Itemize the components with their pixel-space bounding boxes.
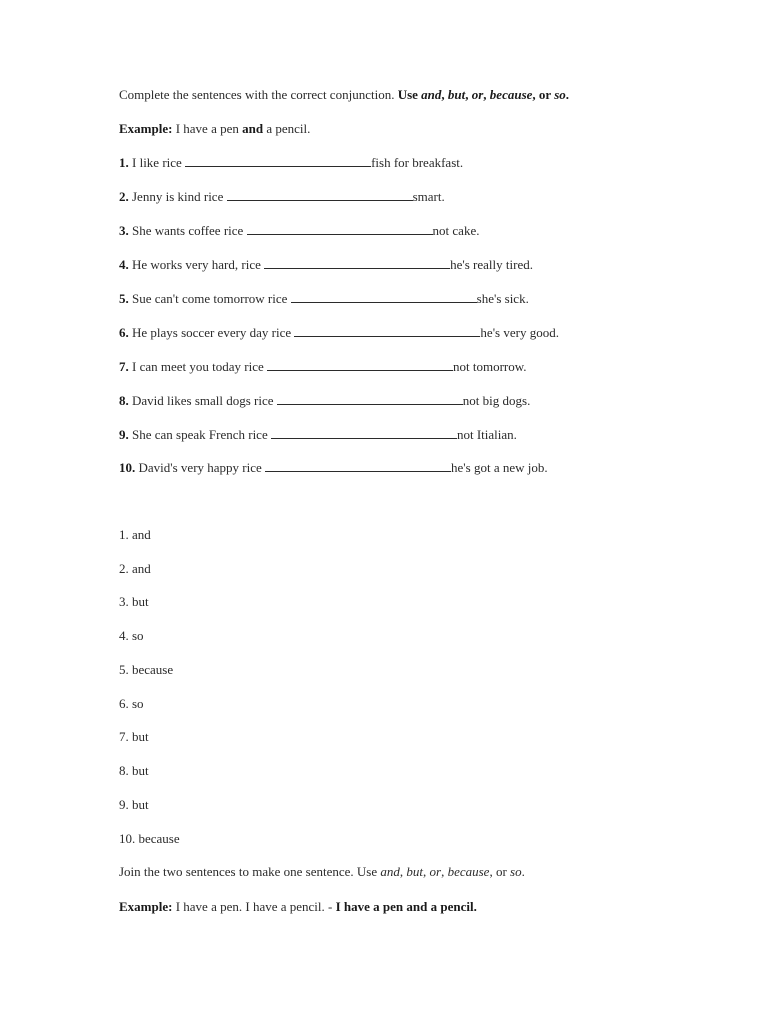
answer-blank[interactable] [277, 392, 463, 405]
exercise-number: 6. [119, 325, 129, 340]
instructions-join-text: Join the two sentences to make one sentence. Use [119, 864, 381, 879]
use-label: Use [397, 87, 422, 102]
word-or: or [471, 87, 484, 102]
exercise-prefix: Sue can't come tomorrow rice [128, 291, 291, 306]
answer-blank[interactable] [294, 324, 480, 337]
word-so: so [554, 87, 566, 102]
instructions-complete: Complete the sentences with the correct conjunction. Use and, but, or, because, or so. [119, 87, 570, 102]
exercise-number: 5. [119, 291, 129, 306]
exercise-suffix: he's got a new job. [451, 460, 548, 475]
exercise-number: 10. [119, 460, 136, 475]
answer-item: 6. so [119, 696, 144, 711]
answer-item: 7. but [119, 729, 149, 744]
answer-blank[interactable] [227, 188, 413, 201]
exercise-number: 7. [119, 359, 129, 374]
exercise-item [119, 290, 529, 307]
exercise-suffix: he's really tired. [450, 257, 533, 272]
exercise-suffix: not Itialian. [456, 427, 517, 442]
exercise-prefix: She can speak French rice [128, 427, 271, 442]
answer-item: 1. and [119, 527, 151, 542]
exercise-number: 9. [119, 427, 129, 442]
exercise-item [119, 426, 517, 443]
answer-item: 3. but [119, 594, 149, 609]
answer-blank[interactable] [267, 358, 453, 371]
example-line-1: Example: I have a pen and a pencil. [119, 121, 311, 136]
exercise-item [119, 324, 559, 341]
exercise-suffix: she's sick. [476, 291, 529, 306]
exercise-prefix: He plays soccer every day rice [128, 325, 295, 340]
example-label: Example: [119, 899, 173, 914]
exercise-number: 4. [119, 257, 129, 272]
answer-item: 4. so [119, 628, 144, 643]
exercise-prefix: I can meet you today rice [128, 359, 267, 374]
example-label: Example: [119, 121, 173, 136]
exercise-prefix: David's very happy rice [135, 460, 266, 475]
answer-item: 8. but [119, 763, 149, 778]
instructions-text: Complete the sentences with the correct conjunction. [119, 87, 398, 102]
answer-blank[interactable] [271, 426, 457, 439]
answer-item: 2. and [119, 561, 151, 576]
exercise-suffix: not cake. [432, 223, 480, 238]
exercise-number: 3. [119, 223, 129, 238]
word-and: and [421, 87, 442, 102]
answer-blank[interactable] [265, 459, 451, 472]
exercise-prefix: I like rice [128, 155, 186, 170]
exercise-number: 1. [119, 155, 129, 170]
exercise-item [119, 459, 548, 476]
example-answer: I have a pen and a pencil. [335, 899, 477, 914]
answer-blank[interactable] [264, 256, 450, 269]
instructions-join: Join the two sentences to make one sentence. Use and, but, or, because, or so. [119, 864, 525, 879]
answer-blank[interactable] [185, 154, 371, 167]
example-line-2: Example: I have a pen. I have a pencil. - I have a pen and a pencil. [119, 899, 477, 914]
exercise-item [119, 392, 530, 409]
exercise-item [119, 222, 479, 239]
example-conjunction: and [242, 121, 264, 136]
exercise-suffix: fish for breakfast. [371, 155, 464, 170]
exercise-number: 2. [119, 189, 129, 204]
answer-blank[interactable] [291, 290, 477, 303]
exercise-suffix: he's very good. [480, 325, 559, 340]
exercise-item [119, 358, 527, 375]
exercise-item [119, 256, 533, 273]
exercise-prefix: She wants coffee rice [128, 223, 247, 238]
answer-item: 9. but [119, 797, 149, 812]
word-because: because [489, 87, 533, 102]
exercise-item [119, 154, 463, 171]
answer-blank[interactable] [247, 222, 433, 235]
answer-item: 5. because [119, 662, 174, 677]
exercise-prefix: David likes small dogs rice [128, 393, 277, 408]
exercise-number: 8. [119, 393, 129, 408]
exercise-suffix: not big dogs. [462, 393, 531, 408]
answer-item: 10. because [119, 831, 180, 846]
exercise-suffix: not tomorrow. [453, 359, 527, 374]
exercise-item [119, 188, 445, 205]
exercise-prefix: He works very hard, rice [128, 257, 265, 272]
exercise-suffix: smart. [412, 189, 445, 204]
exercise-prefix: Jenny is kind rice [128, 189, 227, 204]
word-but: but [447, 87, 466, 102]
